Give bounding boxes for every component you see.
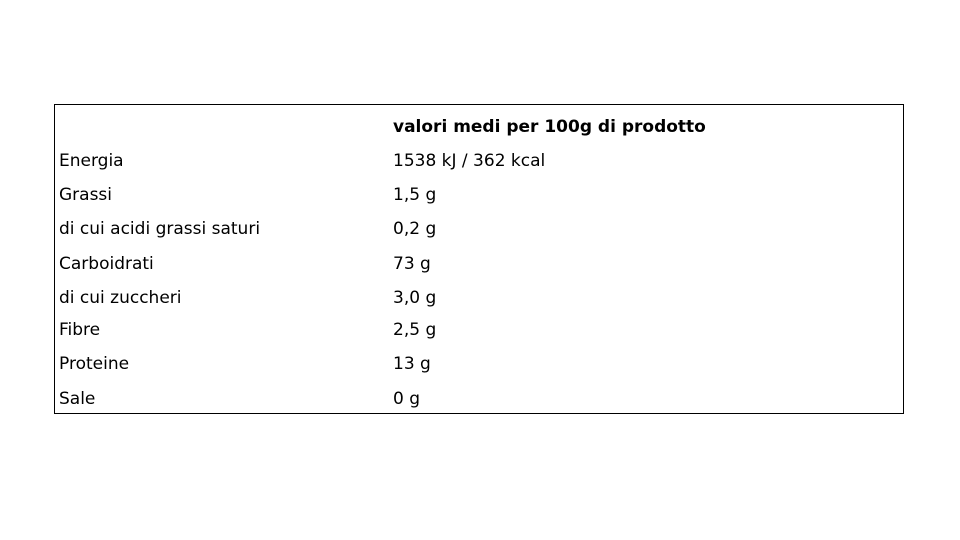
table-row [55, 347, 903, 381]
nutrient-label: Fibre [59, 320, 101, 340]
table-row [55, 178, 903, 212]
nutrient-value: 1,5 g [393, 185, 437, 205]
table-row [55, 281, 903, 315]
nutrient-label: Proteine [59, 354, 130, 374]
nutrient-label: di cui acidi grassi saturi [59, 219, 261, 239]
table-row [55, 382, 903, 416]
nutrient-label: Carboidrati [59, 254, 154, 274]
nutrient-value: 2,5 g [393, 320, 437, 340]
table-header-row [55, 110, 903, 144]
nutrient-value: 1538 kJ / 362 kcal [393, 151, 546, 171]
header-value: valori medi per 100g di prodotto [393, 117, 706, 137]
nutrient-value: 0 g [393, 389, 421, 409]
nutrient-value: 13 g [393, 354, 431, 374]
nutrition-table [54, 104, 904, 414]
nutrient-value: 3,0 g [393, 288, 437, 308]
nutrient-label: Grassi [59, 185, 113, 205]
table-row [55, 144, 903, 178]
nutrient-value: 73 g [393, 254, 431, 274]
nutrient-label: Sale [59, 389, 96, 409]
table-row [55, 247, 903, 281]
table-row [55, 313, 903, 347]
nutrient-label: Energia [59, 151, 124, 171]
table-row [55, 212, 903, 246]
nutrient-label: di cui zuccheri [59, 288, 182, 308]
nutrient-value: 0,2 g [393, 219, 437, 239]
